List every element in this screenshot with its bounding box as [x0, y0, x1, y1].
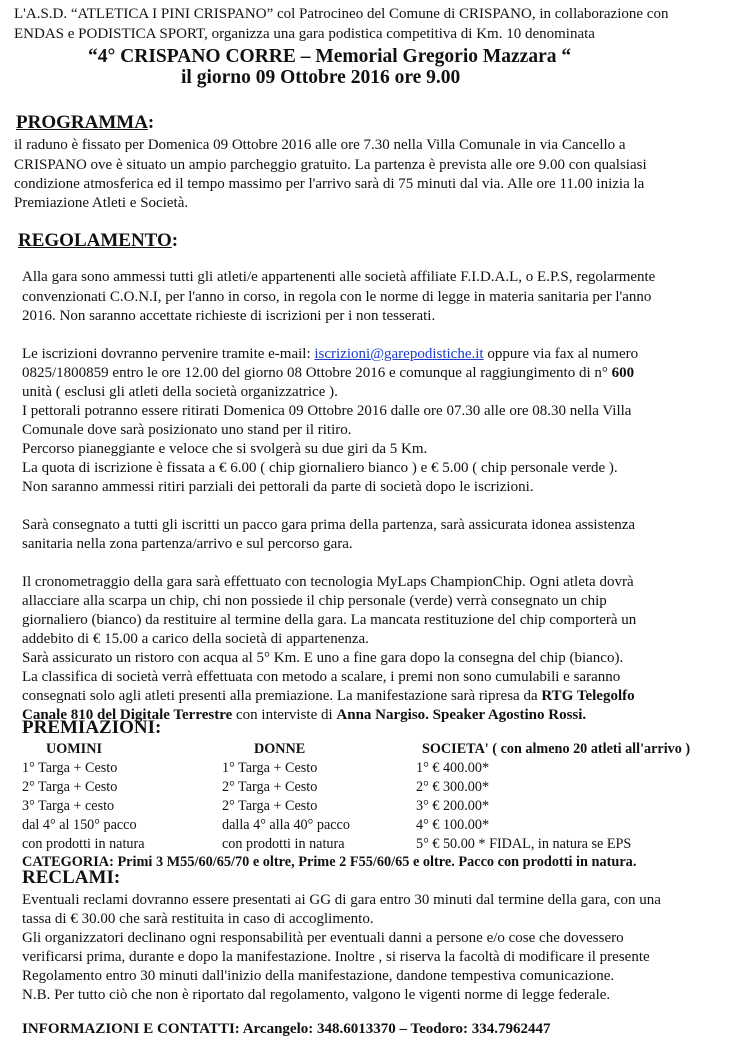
iscrizioni-text: Le iscrizioni dovranno pervenire tramite e-mail:: [22, 346, 315, 362]
programma-line: il raduno è fissato per Domenica 09 Ottobre 2016 alle ore 7.30 nella Villa Comunale in via Cancello a: [14, 137, 626, 153]
prize-societa: 5° € 50.00 * FIDAL, in natura se EPS: [416, 836, 632, 852]
categoria-line: CATEGORIA: Primi 3 M55/60/65/70 e oltre, Prime 2 F55/60/65 e oltre. Pacco con prodotti in natura.: [22, 854, 637, 870]
regolamento-p4-line: consegnati solo agli atleti presenti alla premiazione. La manifestazione sarà ripresa da RTG Telegolfo: [22, 688, 635, 704]
regolamento-p4-line: La classifica di società verrà effettuata con metodo a scalare, i premi non sono cumulabili e saranno: [22, 669, 621, 685]
programma-heading: PROGRAMMA:: [16, 112, 155, 133]
reclami-heading: RECLAMI:: [22, 867, 121, 888]
contatti-line: INFORMAZIONI E CONTATTI: Arcangelo: 348.6013370 – Teodoro: 334.7962447: [22, 1021, 551, 1037]
programma-line: Premiazione Atleti e Società.: [14, 195, 189, 211]
intro-line-2: ENDAS e PODISTICA SPORT, organizza una gara podistica competitiva di Km. 10 denominata: [14, 26, 595, 42]
email-link[interactable]: iscrizioni@garepodistiche.it: [314, 346, 484, 362]
regolamento-p2-line: Non saranno ammessi ritiri parziali dei pettorali da parte di società dopo le iscrizioni.: [22, 479, 534, 495]
reclami-line: Eventuali reclami dovranno essere presentati ai GG di gara entro 30 minuti dal termine della gara, con una: [22, 892, 661, 908]
event-title: “4° CRISPANO CORRE – Memorial Gregorio Mazzara “: [88, 46, 572, 67]
regolamento-p3-line: Sarà consegnato a tutti gli iscritti un pacco gara prima della partenza, sarà assicurata idonea assistenza: [22, 517, 636, 533]
prize-uomini: con prodotti in natura: [22, 836, 145, 852]
col-uomini-header: UOMINI: [46, 741, 102, 757]
regolamento-p4-line: Sarà assicurato un ristoro con acqua al 5° Km. E uno a fine gara dopo la consegna del chip (bianco).: [22, 650, 624, 666]
prize-donne: dalla 4° alla 40° pacco: [222, 817, 350, 833]
programma-line: CRISPANO ove è situato un ampio parcheggio gratuito. La partenza è prevista alle ore 9.00 con qualsiasi: [14, 157, 647, 173]
reclami-line: verificarsi prima, durante e dopo la manifestazione. Inoltre , si riserva la facoltà di modificare il presente: [22, 949, 650, 965]
prize-donne: con prodotti in natura: [222, 836, 345, 852]
reclami-line: Regolamento entro 30 minuti dall'inizio della manifestazione, dandone tempestiva comunicazione.: [22, 968, 615, 984]
regolamento-p4-line: allacciare alla scarpa un chip, chi non possiede il chip personale (verde) verrà consegnato un chip: [22, 593, 607, 609]
prize-societa: 2° € 300.00*: [416, 779, 490, 795]
col-societa-header: SOCIETA' ( con almeno 20 atleti all'arrivo ): [422, 741, 691, 757]
broadcast-channel: Canale 810 del Digitale Terrestre: [22, 707, 233, 723]
regolamento-p2-line: La quota di iscrizione è fissata a € 6.00 ( chip giornaliero bianco ) e € 5.00 ( chip personale verde ).: [22, 460, 618, 476]
prize-uomini: 2° Targa + Cesto: [22, 779, 118, 795]
regolamento-p2-line: I pettorali potranno essere ritirati Domenica 09 Ottobre 2016 dalle ore 07.30 alle ore 08.30 nella Villa: [22, 403, 632, 419]
reclami-line: N.B. Per tutto ciò che non è riportato dal regolamento, valgono le vigenti norme di legge federale.: [22, 987, 611, 1003]
prize-societa: 4° € 100.00*: [416, 817, 490, 833]
iscrizioni-line-1: [22, 345, 638, 364]
col-donne-header: DONNE: [254, 741, 306, 757]
iscrizioni-text: 0825/1800859 entro le ore 12.00 del giorno 08 Ottobre 2016 e comunque al raggiungimento di n°: [22, 365, 612, 381]
intro-line-1: L'A.S.D. “ATLETICA I PINI CRISPANO” col Patrocineo del Comune di CRISPANO, in collaborazione con: [14, 6, 669, 22]
prize-donne: 2° Targa + Cesto: [222, 798, 318, 814]
iscrizioni-line-2: [22, 364, 634, 383]
prize-uomini: dal 4° al 150° pacco: [22, 817, 137, 833]
prize-uomini: 3° Targa + cesto: [22, 798, 115, 814]
prize-uomini: 1° Targa + Cesto: [22, 760, 118, 776]
event-date: il giorno 09 Ottobre 2016 ore 9.00: [181, 67, 461, 88]
broadcaster: RTG Telegolfo: [541, 688, 635, 704]
max-entries: 600: [611, 365, 635, 381]
premiazioni-heading: PREMIAZIONI:: [22, 717, 162, 738]
regolamento-p4-line: giornaliero (bianco) da restituire al termine della gara. La mancata restituzione del chip comporterà un: [22, 612, 637, 628]
regolamento-p1-line: Alla gara sono ammessi tutti gli atleti/e appartenenti alle società affiliate F.I.D.A.L, o E.P.S, regolarmente: [22, 269, 656, 285]
regolamento-p3-line: sanitaria nella zona partenza/arrivo e sul percorso gara.: [22, 536, 353, 552]
regolamento-p4-line: addebito di € 15.00 a carico della società di appartenenza.: [22, 631, 369, 647]
prize-donne: 1° Targa + Cesto: [222, 760, 318, 776]
prize-donne: 2° Targa + Cesto: [222, 779, 318, 795]
regolamento-p1-line: convenzionati C.O.N.I, per l'anno in corso, in regola con le norme di legge in materia sanitaria per l'anno: [22, 289, 652, 305]
regolamento-p1-line: 2016. Non saranno accettate richieste di iscrizioni per i non tesserati.: [22, 308, 436, 324]
regolamento-p2-line: Percorso pianeggiante e veloce che si svolgerà su due giri da 5 Km.: [22, 441, 428, 457]
programma-line: condizione atmosferica ed il tempo massimo per l'arrivo sarà di 75 minuti dal via. Alle ore 11.00 inizia la: [14, 176, 645, 192]
regolamento-heading: REGOLAMENTO:: [18, 230, 179, 251]
iscrizioni-text: oppure via fax al numero: [483, 346, 639, 362]
prize-societa: 1° € 400.00*: [416, 760, 490, 776]
regolamento-p4-line: Canale 810 del Digitale Terrestre con interviste di Anna Nargiso. Speaker Agostino Rossi.: [22, 707, 587, 723]
regolamento-p4-line: Il cronometraggio della gara sarà effettuato con tecnologia MyLaps ChampionChip. Ogni atleta dovrà: [22, 574, 634, 590]
speakers: Anna Nargiso. Speaker Agostino Rossi.: [336, 707, 587, 723]
regolamento-p2-line: Comunale dove sarà posizionato uno stand per il ritiro.: [22, 422, 352, 438]
reclami-line: Gli organizzatori declinano ogni responsabilità per eventuali danni a persone e/o cose che dovessero: [22, 930, 624, 946]
prize-societa: 3° € 200.00*: [416, 798, 490, 814]
reclami-line: tassa di € 30.00 che sarà restituita in caso di accoglimento.: [22, 911, 374, 927]
regolamento-p2-line: unità ( esclusi gli atleti della società organizzatrice ).: [22, 384, 338, 400]
